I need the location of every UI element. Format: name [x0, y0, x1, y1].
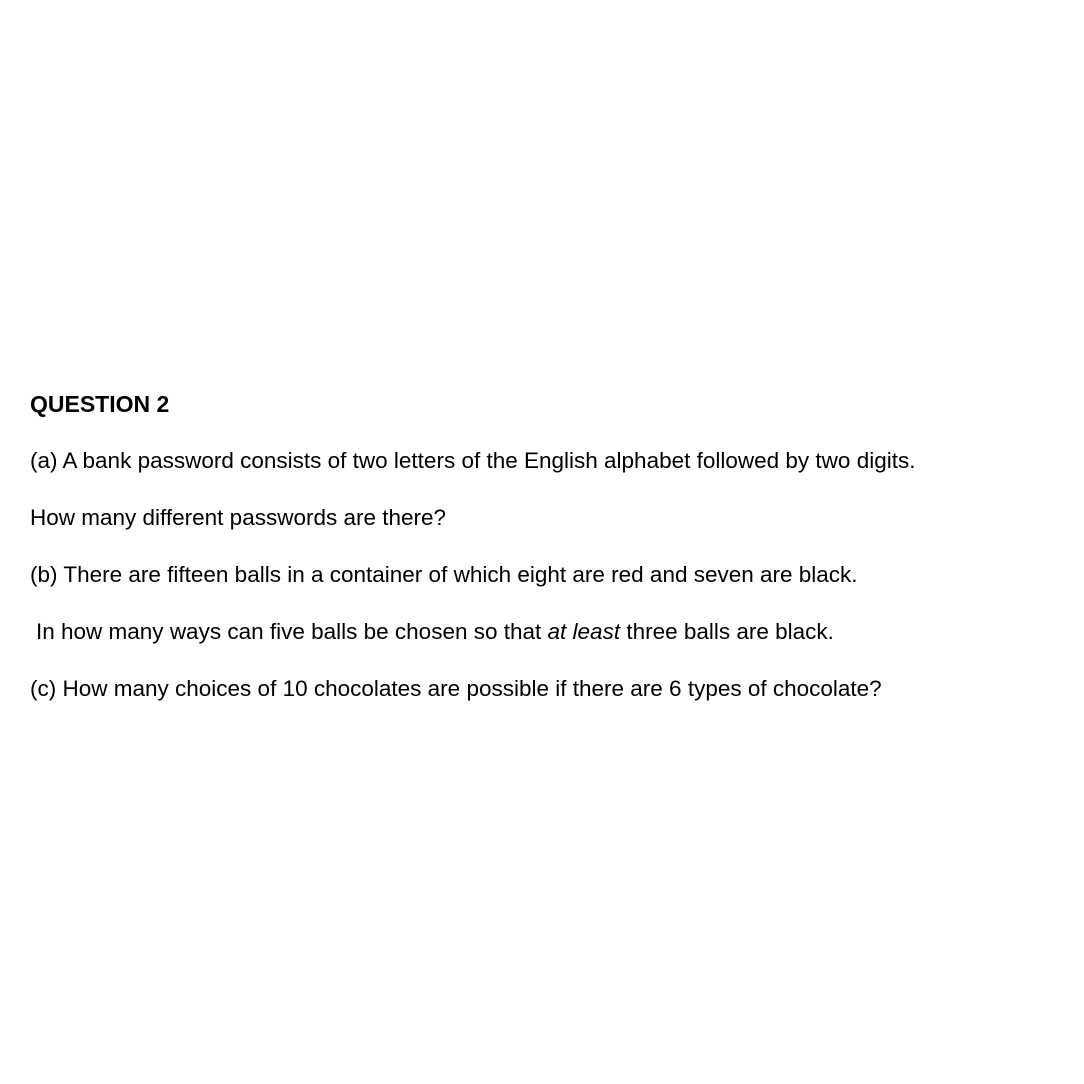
part-b-line-1: (b) There are fifteen balls in a container of which eight are red and seven are black. [30, 562, 858, 587]
part-b-line-2 [30, 616, 1080, 648]
part-b-line-2-before: In how many ways can five balls be chosen so that [36, 619, 548, 644]
part-c-line-1: (c) How many choices of 10 chocolates are possible if there are 6 types of chocolate? [30, 676, 882, 701]
part-b-line-2-after: three balls are black. [620, 619, 834, 644]
part-a-line-2: How many different passwords are there? [30, 505, 447, 530]
part-b-emphasis: at least [547, 619, 621, 644]
part-a-line-1: (a) A bank password consists of two letters of the English alphabet followed by two digits. [30, 448, 916, 473]
question-heading: QUESTION 2 [30, 391, 170, 417]
question-document [30, 388, 1080, 730]
